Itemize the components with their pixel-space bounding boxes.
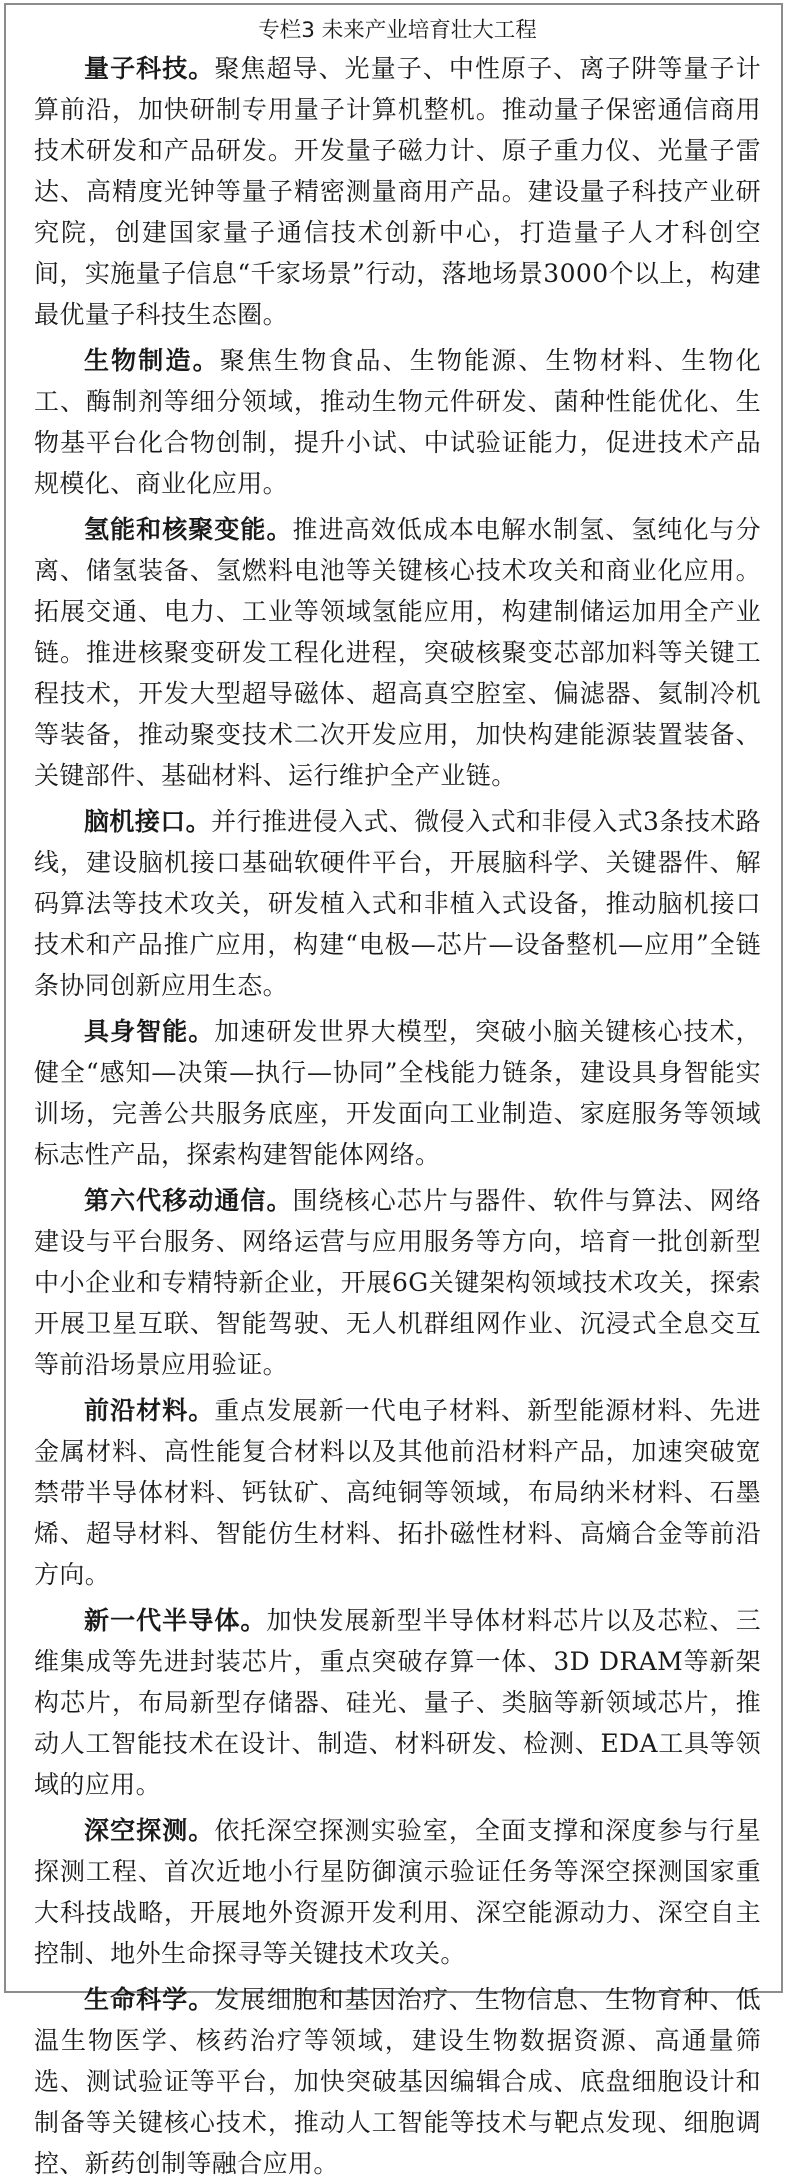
section-frontier-materials <box>34 1390 761 1595</box>
section-brain-computer-interface <box>34 801 761 1006</box>
feature-box <box>4 3 783 2178</box>
section-heading: 量子科技。 <box>84 54 215 83</box>
section-body: 重点发展新一代电子材料、新型能源材料、先进金属材料、高性能复合材料以及其他前沿材料产品，加速突破宽禁带半导体材料、钙钛矿、高纯铜等领域，布局纳米材料、石墨烯、超导材料、智能仿生材料、拓扑磁性材料、高熵合金等前沿方向。 <box>34 1396 761 1589</box>
section-body: 聚焦生物食品、生物能源、生物材料、生物化工、酶制剂等细分领域，推动生物元件研发、菌种性能优化、生物基平台化合物创制，提升小试、中试验证能力，促进技术产品规模化、商业化应用。 <box>34 346 761 498</box>
section-bio-manufacturing <box>34 340 761 504</box>
section-heading: 生命科学。 <box>84 1985 215 2014</box>
section-body: 并行推进侵入式、微侵入式和非侵入式3条技术路线，建设脑机接口基础软硬件平台，开展脑科学、关键器件、解码算法等技术攻关，研发植入式和非植入式设备，推动脑机接口技术和产品推广应用，构建“电极—芯片—设备整机—应用”全链条协同创新应用生态。 <box>34 807 761 1000</box>
section-6g <box>34 1180 761 1385</box>
section-heading: 新一代半导体。 <box>84 1606 267 1635</box>
section-heading: 脑机接口。 <box>84 807 212 836</box>
section-heading: 具身智能。 <box>84 1017 215 1046</box>
section-body: 依托深空探测实验室，全面支撑和深度参与行星探测工程、首次近地小行星防御演示验证任务等深空探测国家重大科技战略，开展地外资源开发利用、深空能源动力、深空自主控制、地外生命探寻等关键技术攻关。 <box>34 1816 761 1968</box>
section-heading: 氢能和核聚变能。 <box>84 515 293 544</box>
section-body: 加速研发世界大模型，突破小脑关键核心技术，健全“感知—决策—执行—协同”全栈能力链条，建设具身智能实训场，完善公共服务底座，开发面向工业制造、家庭服务等领域标志性产品，探索构建智能体网络。 <box>34 1017 761 1169</box>
section-body: 加快发展新型半导体材料芯片以及芯粒、三维集成等先进封装芯片，重点突破存算一体、3D DRAM等新架构芯片，布局新型存储器、硅光、量子、类脑等新领域芯片，推动人工智能技术在设计、制造、材料研发、检测、EDA工具等领域的应用。 <box>34 1606 761 1799</box>
section-deep-space <box>34 1810 761 1974</box>
box-title: 专栏3 未来产业培育壮大工程 <box>258 18 537 43</box>
section-next-gen-semiconductor <box>34 1600 761 1805</box>
section-heading: 深空探测。 <box>84 1816 215 1845</box>
section-heading: 生物制造。 <box>84 346 220 375</box>
section-body: 发展细胞和基因治疗、生物信息、生物育种、低温生物医学、核药治疗等领域，建设生物数据资源、高通量筛选、测试验证等平台，加快突破基因编辑合成、底盘细胞设计和制备等关键核心技术，推动人工智能等技术与靶点发现、细胞调控、新药创制等融合应用。 <box>34 1985 761 2178</box>
section-quantum <box>34 48 761 335</box>
section-body: 聚焦超导、光量子、中性原子、离子阱等量子计算前沿，加快研制专用量子计算机整机。推动量子保密通信商用技术研发和产品研发。开发量子磁力计、原子重力仪、光量子雷达、高精度光钟等量子精密测量商用产品。建设量子科技产业研究院，创建国家量子通信技术创新中心，打造量子人才科创空间，实施量子信息“千家场景”行动，落地场景3000个以上，构建最优量子科技生态圈。 <box>34 54 761 329</box>
section-life-science <box>34 1979 761 2184</box>
section-heading: 第六代移动通信。 <box>84 1186 293 1215</box>
section-body: 围绕核心芯片与器件、软件与算法、网络建设与平台服务、网络运营与应用服务等方向，培育一批创新型中小企业和专精特新企业，开展6G关键架构领域技术攻关，探索开展卫星互联、智能驾驶、无人机群组网作业、沉浸式全息交互等前沿场景应用验证。 <box>34 1186 762 1379</box>
section-body: 推进高效低成本电解水制氢、氢纯化与分离、储氢装备、氢燃料电池等关键核心技术攻关和商业化应用。拓展交通、电力、工业等领域氢能应用，构建制储运加用全产业链。推进核聚变研发工程化进程，突破核聚变芯部加料等关键工程技术，开发大型超导磁体、超高真空腔室、偏滤器、氦制冷机等装备，推动聚变技术二次开发应用，加快构建能源装置装备、关键部件、基础材料、运行维护全产业链。 <box>34 515 762 790</box>
section-embodied-ai <box>34 1011 761 1175</box>
section-hydrogen-fusion <box>34 509 761 796</box>
section-heading: 前沿材料。 <box>84 1396 215 1425</box>
